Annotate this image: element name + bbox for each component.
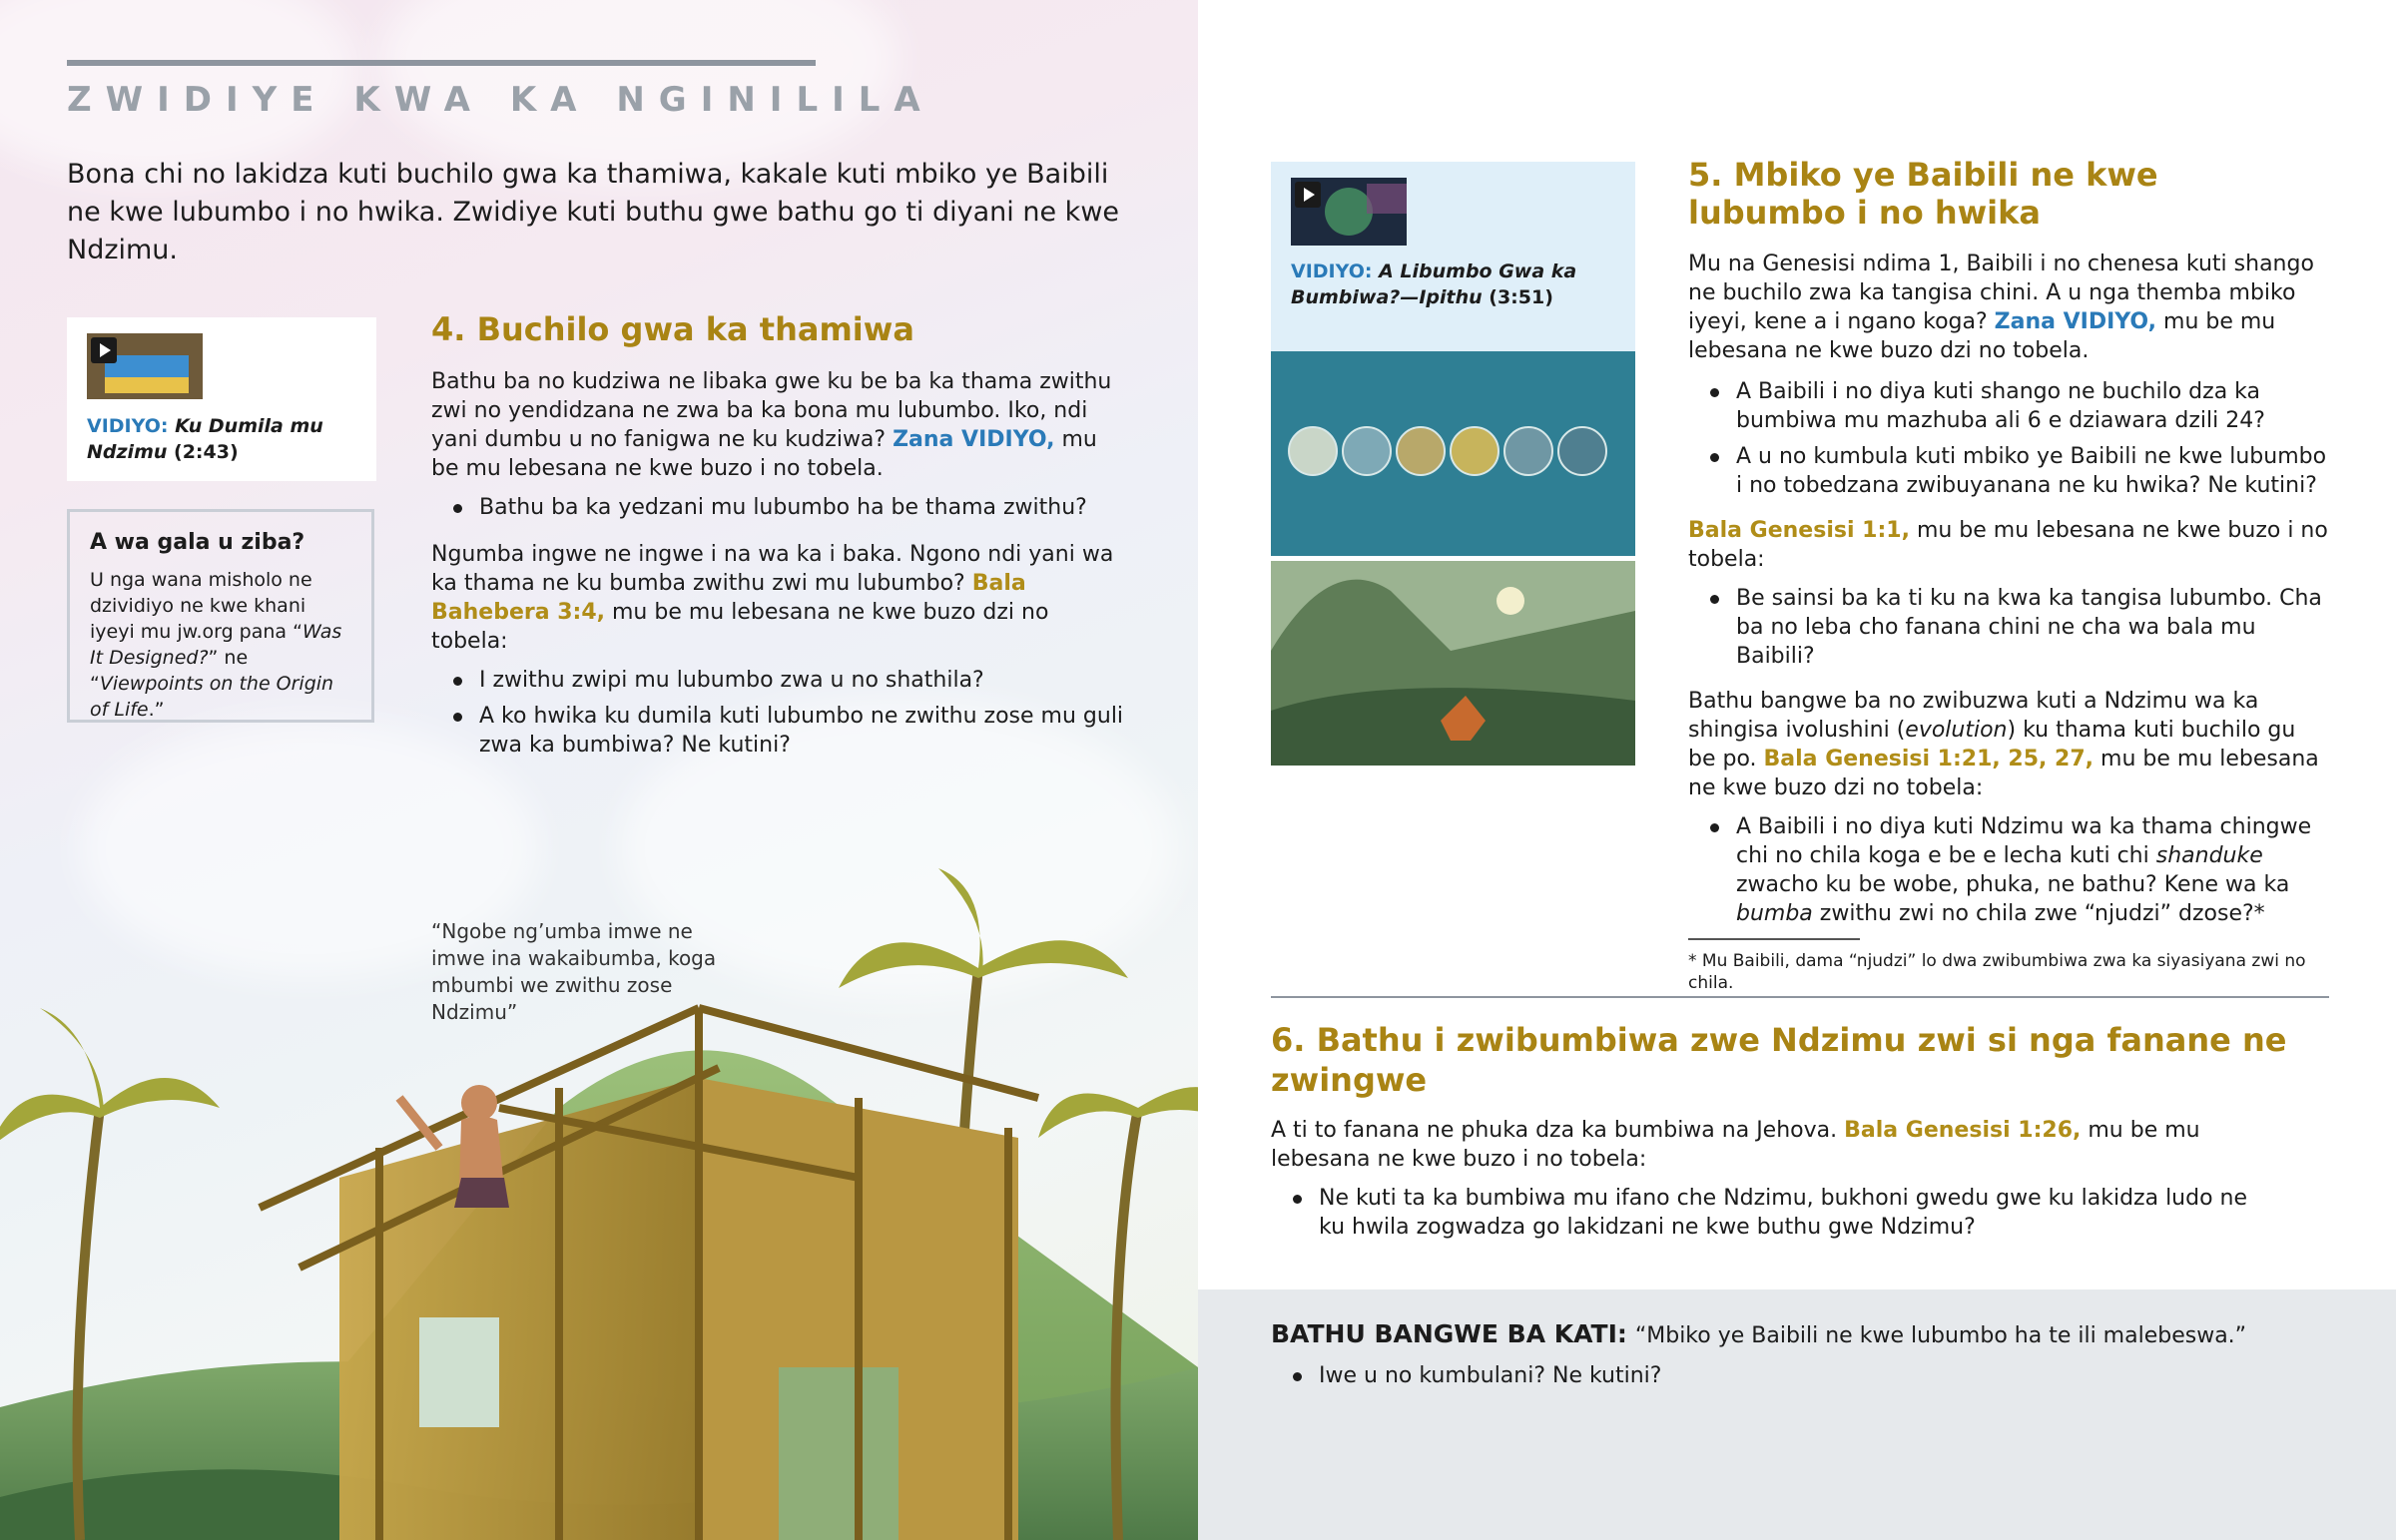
watch-video-link[interactable]: Zana VIDIYO,	[1994, 309, 2157, 334]
scripture-link[interactable]: Bala Genesisi 1:26,	[1844, 1118, 2082, 1143]
scripture-quote: “Ngobe ng’umba imwe ne imwe ina wakaibumba, koga mbumbi we zwithu zose Ndzimu”	[431, 919, 717, 1024]
play-icon[interactable]	[91, 337, 117, 363]
footnote-rule	[1688, 938, 1860, 940]
question-bullet: Ne kuti ta ka bumbiwa mu ifano che Ndzimu, bukhoni gwedu gwe ku lakidza ludo ne ku hwila zogwadza go lakidzani ne kwe buthu gwe Ndzimu?	[1271, 1184, 2269, 1242]
box-title: A wa gala u ziba?	[90, 530, 305, 555]
video-card[interactable]	[1271, 162, 1635, 351]
scripture-link[interactable]: Bala Bahebera 3:4,	[431, 571, 1026, 625]
section-kicker: ZWIDIYE KWA KA NGINILILA	[67, 80, 934, 120]
video-prefix: VIDIYO:	[87, 415, 169, 437]
video-card[interactable]	[67, 317, 376, 481]
question-bullet: Be sainsi ba ka ti ku na kwa ka tangisa lubumbo. Cha ba no leba cho fanana chini ne cha wa bala mu Baibili?	[1688, 584, 2329, 671]
others-say-quote: “Mbiko ye Baibili ne kwe lubumbo ha te ili malebeswa.”	[1634, 1323, 2247, 1348]
video-thumbnail[interactable]	[1291, 178, 1407, 246]
box-text: U nga wana misholo ne dzividiyo ne kwe khani iyeyi mu jw.org pana “Was It Designed?” ne “Viewpoints on the Origin of Life.”	[90, 569, 342, 721]
video-title: Ku Dumila mu Ndzimu	[87, 415, 323, 463]
footnote: * Mu Baibili, dama “njudzi” lo dwa zwibumbiwa zwa ka siyasiyana zwi no chila.	[1688, 951, 2306, 993]
others-say-label: BATHU BANGWE BA KATI:	[1271, 1319, 1627, 1348]
paragraph: Bala Genesisi 1:1, mu be mu lebesana ne kwe buzo i no tobela:	[1688, 518, 2328, 572]
scripture-link[interactable]: Bala Genesisi 1:21, 25, 27,	[1763, 747, 2095, 771]
question-bullet: Bathu ba ka yedzani mu lubumbo ha be thama zwithu?	[431, 493, 1130, 522]
question-bullet: Iwe u no kumbulani? Ne kutini?	[1271, 1361, 2329, 1390]
section-6	[1271, 1020, 2329, 1249]
question-bullet: I zwithu zwipi mu lubumbo zwa u no shathila?	[431, 666, 1130, 695]
paragraph: Ngumba ingwe ne ingwe i na wa ka i baka. Ngono ndi yani wa ka thama ne ku bumba zwithu zwi mu lubumbo? Bala Bahebera 3:4, mu be mu lebesana ne kwe buzo dzi no tobela:	[431, 542, 1114, 654]
section-divider	[1271, 996, 2329, 998]
question-bullet: A ko hwika ku dumila kuti lubumbo ne zwithu zose mu guli zwa ka bumbiwa? Ne kutini?	[431, 702, 1130, 760]
section-heading: 5. Mbiko ye Baibili ne kwe lubumbo i no hwika	[1688, 156, 2158, 232]
thumbnail-picture	[105, 377, 189, 393]
video-label[interactable]	[87, 413, 366, 465]
video-duration: (2:43)	[174, 441, 239, 463]
video-thumbnail[interactable]	[87, 333, 203, 399]
earth-picture	[1325, 188, 1373, 236]
watch-video-link[interactable]: Zana VIDIYO,	[893, 427, 1055, 452]
video-title: A Libumbo Gwa ka Bumbiwa?—Ipithu	[1291, 260, 1577, 308]
others-say-line	[1271, 1317, 2329, 1353]
play-icon[interactable]	[1295, 182, 1321, 208]
paragraph: Mu na Genesisi ndima 1, Baibili i no chenesa kuti shango ne buchilo zwa ka tangisa chini. A u nga themba mbiko iyeyi, kene a i ngano koga? Zana VIDIYO, mu be mu lebesana ne kwe buzo dzi no tobela.	[1688, 252, 2314, 363]
did-you-know-box	[67, 509, 374, 723]
section-heading: 6. Bathu i zwibumbiwa zwe Ndzimu zwi si nga fanane ne zwingwe	[1271, 1021, 2287, 1099]
section-heading: 4. Buchilo gwa ka thamiwa	[431, 310, 914, 348]
others-say	[1271, 1317, 2329, 1397]
nebula-picture	[1367, 184, 1407, 214]
section-5	[1688, 156, 2329, 994]
video-duration: (3:51)	[1489, 286, 1553, 308]
question-bullet: A u no kumbula kuti mbiko ye Baibili ne kwe lubumbo i no tobedzana zwibuyanana ne ku hwika? Ne kutini?	[1688, 442, 2329, 500]
creation-days-illustration	[1271, 351, 1635, 766]
video-prefix: VIDIYO:	[1291, 260, 1373, 282]
paragraph: Bathu ba no kudziwa ne libaka gwe ku be ba ka thama zwithu zwi no yendidzana ne zwa ba ka bona mu lubumbo. Iko, ndi yani dumbu u no fanigwa ne ku kudziwa? Zana VIDIYO, mu be mu lebesana ne kwe buzo i no tobela.	[431, 369, 1112, 481]
header-rule	[67, 60, 816, 66]
scripture-link[interactable]: Bala Genesisi 1:1,	[1688, 518, 1910, 543]
section-4	[431, 309, 1130, 767]
question-bullet: A Baibili i no diya kuti Ndzimu wa ka thama chingwe chi no chila koga e be e lecha kuti chi shanduke zwacho ku be wobe, phuka, ne bathu? Kene wa ka bumba zwithu zwi no chila zwe “njudzi” dzose?*	[1688, 812, 2329, 928]
intro-paragraph: Bona chi no lakidza kuti buchilo gwa ka thamiwa, kakale kuti mbiko ye Baibili ne kwe lubumbo i no hwika. Zwidiye kuti buthu gwe bathu go ti diyani ne kwe Ndzimu.	[67, 159, 1120, 265]
paragraph: Bathu bangwe ba no zwibuzwa kuti a Ndzimu wa ka shingisa ivolushini (evolution) ku thama kuti buchilo gu be po. Bala Genesisi 1:21, 25, 27, mu be mu lebesana ne kwe buzo dzi no tobela:	[1688, 689, 2319, 800]
question-bullet: A Baibili i no diya kuti shango ne buchilo dza ka bumbiwa mu mazhuba ali 6 e dziawara dzili 24?	[1688, 377, 2329, 435]
paragraph: A ti to fanana ne phuka dza ka bumbiwa na Jehova. Bala Genesisi 1:26, mu be mu lebesana ne kwe buzo i no tobela:	[1271, 1118, 2200, 1172]
video-label[interactable]	[1291, 258, 1620, 310]
